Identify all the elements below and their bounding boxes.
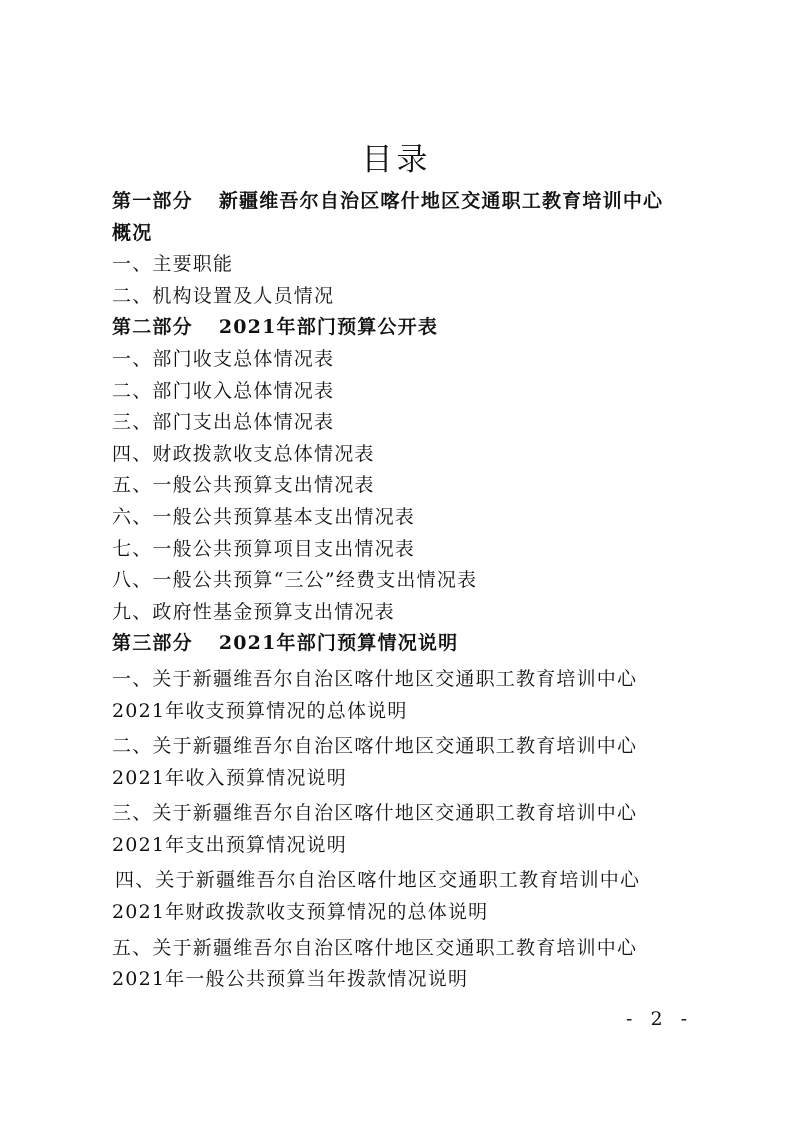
toc-entry xyxy=(112,865,702,928)
part-one-heading-continued: 概况 xyxy=(112,221,153,244)
toc-entry-line2: 2021年财政拨款收支预算情况的总体说明 xyxy=(112,901,489,924)
toc-item: 二、机构设置及人员情况 xyxy=(112,284,335,307)
toc-entry xyxy=(112,933,702,996)
page-title: 目录 xyxy=(361,142,432,178)
table-of-contents xyxy=(112,186,702,1000)
toc-entry-line1: 一、关于新疆维吾尔自治区喀什地区交通职工教育培训中心 xyxy=(112,667,638,690)
toc-entry xyxy=(112,798,702,861)
toc-entry-line2: 2021年收入预算情况说明 xyxy=(112,766,347,789)
toc-entry xyxy=(112,664,702,727)
part-three-heading xyxy=(112,628,702,660)
part-three-label: 第三部分 xyxy=(112,632,193,655)
part-one-label: 第一部分 xyxy=(112,190,193,212)
toc-entry xyxy=(112,731,702,794)
toc-entry-line1: 二、关于新疆维吾尔自治区喀什地区交通职工教育培训中心 xyxy=(112,735,638,758)
toc-entry-line2: 2021年收支预算情况的总体说明 xyxy=(112,699,408,722)
toc-item: 二、部门收入总体情况表 xyxy=(112,379,335,402)
part-three-title: 2021年部门预算情况说明 xyxy=(218,632,459,655)
part-two-label: 第二部分 xyxy=(112,316,193,339)
toc-item: 一、主要职能 xyxy=(112,253,234,276)
toc-item: 七、一般公共预算项目支出情况表 xyxy=(112,537,416,560)
part-one-heading xyxy=(112,186,702,218)
toc-item: 九、政府性基金预算支出情况表 xyxy=(112,600,395,623)
toc-item: 八、一般公共预算“三公”经费支出情况表 xyxy=(112,569,478,592)
toc-entry-line2: 2021年支出预算情况说明 xyxy=(112,833,347,856)
toc-item: 一、部门收支总体情况表 xyxy=(112,347,335,370)
toc-entry-line1: 三、关于新疆维吾尔自治区喀什地区交通职工教育培训中心 xyxy=(112,802,638,825)
part-one-title: 新疆维吾尔自治区喀什地区交通职工教育培训中心 xyxy=(218,190,664,212)
part-two-heading xyxy=(112,312,702,344)
part-two-title: 2021年部门预算公开表 xyxy=(218,316,439,339)
toc-item: 五、一般公共预算支出情况表 xyxy=(112,474,375,497)
page-number: - 2 - xyxy=(625,1008,693,1030)
toc-entry-line1: 四、关于新疆维吾尔自治区喀什地区交通职工教育培训中心 xyxy=(115,869,641,892)
toc-item: 三、部门支出总体情况表 xyxy=(112,411,335,434)
toc-item: 四、财政拨款收支总体情况表 xyxy=(112,442,375,465)
toc-item: 六、一般公共预算基本支出情况表 xyxy=(112,505,416,528)
toc-entry-line2: 2021年一般公共预算当年拨款情况说明 xyxy=(112,968,469,991)
toc-entry-line1: 五、关于新疆维吾尔自治区喀什地区交通职工教育培训中心 xyxy=(112,936,638,959)
